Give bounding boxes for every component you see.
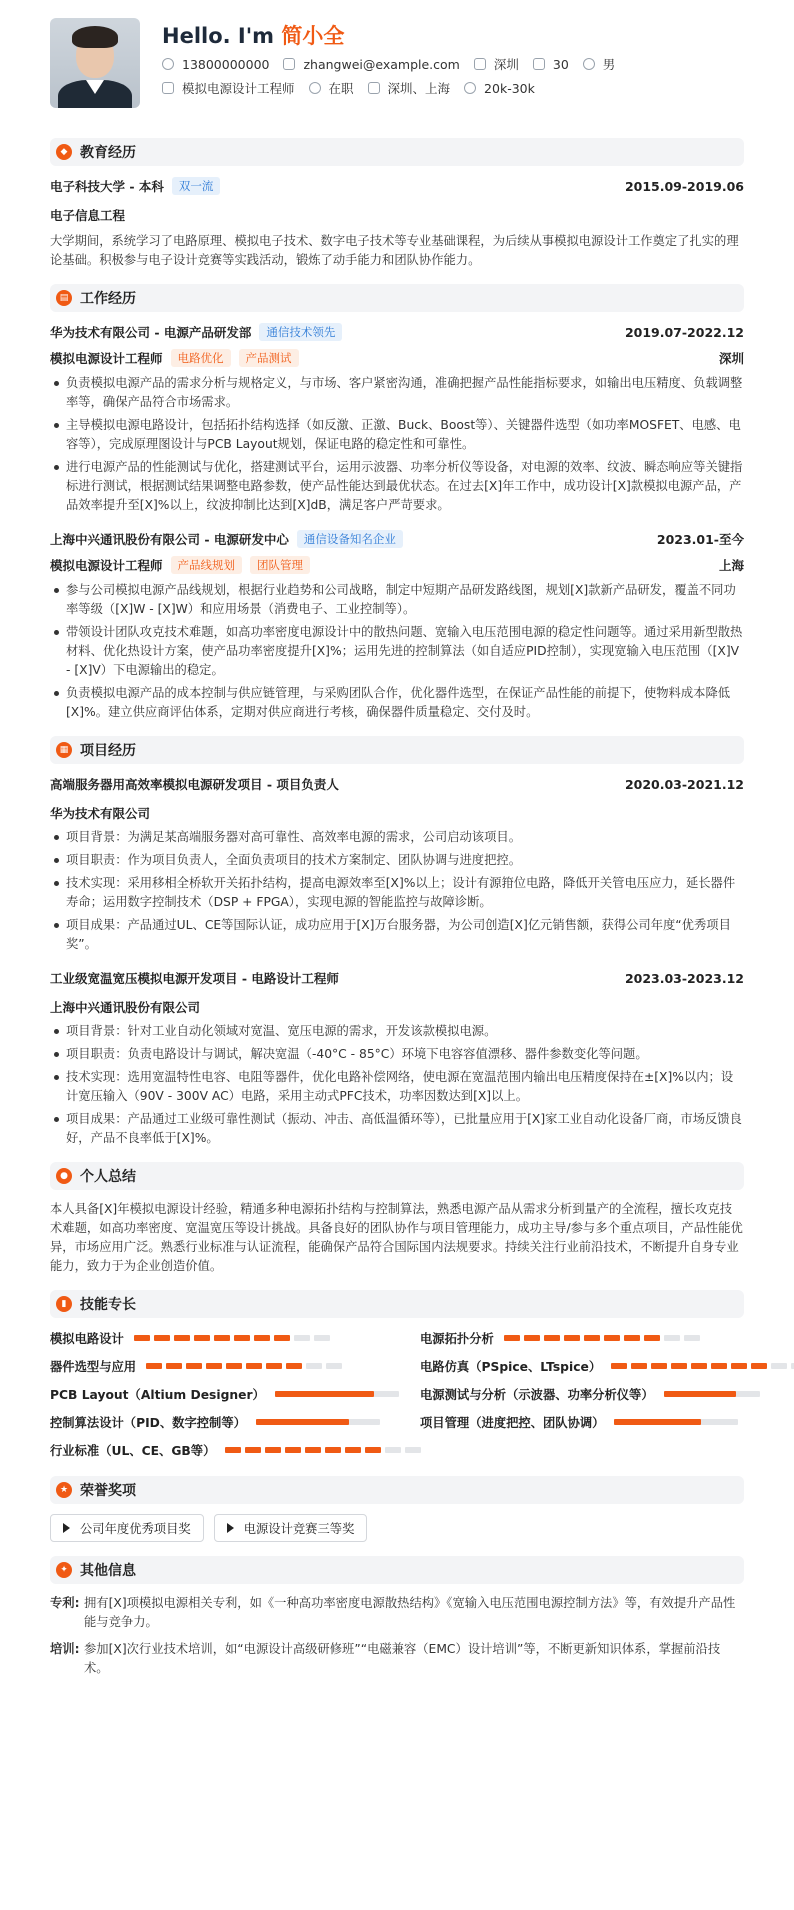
skill-segment [691,1363,707,1369]
bullet-item: 项目背景：针对工业自动化领域对宽温、宽压电源的需求，开发该款模拟电源。 [50,1022,744,1041]
work-date: 2019.07-2022.12 [624,324,744,340]
other-key: 培训: [50,1642,80,1656]
skill-segment [166,1363,182,1369]
skill-level-bar [664,1391,760,1397]
skill-segment [325,1447,341,1453]
skill-segment [285,1447,301,1453]
other-row [50,1594,744,1632]
skill-segment [564,1335,580,1341]
skill-segment [186,1363,202,1369]
project-company: 华为技术有限公司 [50,806,151,821]
medal-icon: ★ [56,1482,72,1498]
award-label: 公司年度优秀项目奖 [80,1522,191,1536]
skill-level-bar [275,1391,399,1397]
bullet-item: 参与公司模拟电源产品线规划，根据行业趋势和公司战略，制定中短期产品研发路线图，规划[X]款新产品研发，覆盖不同功率等级（[X]W - [X]W）和应用场景（消费电子、工业控制等）。 [50,581,744,619]
status-icon [309,82,321,94]
skill-segment [731,1363,747,1369]
skill-name: 器件选型与应用 [50,1360,137,1374]
skill-segment [174,1335,190,1341]
section-title: 技能专长 [80,1297,136,1313]
bullet-item: 项目职责：作为项目负责人，全面负责项目的技术方案制定、团队协调与进度把控。 [50,851,744,870]
project-company: 上海中兴通讯股份有限公司 [50,1000,201,1015]
position: 模拟电源设计工程师 [50,558,163,573]
section-header [50,736,744,764]
skill-segment [134,1335,150,1341]
salary-icon [464,82,476,94]
salary: 20k-30k [484,80,535,96]
skill-level-fill [275,1391,374,1397]
skill-segment [385,1447,401,1453]
project-item [50,968,744,1148]
section-title: 项目经历 [80,743,136,759]
target-city: 深圳、上海 [387,81,451,96]
skill-name: 电源测试与分析（示波器、功率分析仪等） [420,1388,654,1402]
company-name: 上海中兴通讯股份有限公司 - 电源研发中心 [50,532,289,547]
skill-item [50,1352,420,1380]
skill-tag: 产品测试 [239,349,299,367]
school-tag: 双一流 [172,177,221,195]
skill-segment [254,1335,270,1341]
summary-text: 本人具备[X]年模拟电源设计经验，精通多种电源拓扑结构与控制算法，熟悉电源产品从需求分析到量产的全流程，擅长攻克技术难题，如高功率密度、宽温宽压等设计挑战。具备良好的团队协作与项目管理能力，成功主导/参与多个重点项目，产品性能优异，市场应用广泛。熟悉行业标准与认证流程，能确保产品符合国际国内法规要求。持续关注行业前沿技术，不断提升自身专业能力，致力于为企业创造价值。 [50,1202,743,1273]
project-item [50,774,744,954]
skill-segment [671,1363,687,1369]
award-item [50,1514,204,1542]
skill-level-fill [256,1419,349,1425]
education-date: 2015.09-2019.06 [624,178,744,194]
skill-segment [345,1447,361,1453]
position: 模拟电源设计工程师 [50,351,163,366]
play-icon [227,1523,234,1533]
skill-level-bar [614,1419,738,1425]
skill-segment [225,1447,241,1453]
skills-section [50,1290,744,1464]
skill-level-fill [664,1391,736,1397]
skill-segment [604,1335,620,1341]
project-name: 工业级宽温宽压模拟电源开发项目 - 电路设计工程师 [50,971,339,986]
skill-tag: 团队管理 [250,556,310,574]
briefcase-icon [162,82,174,94]
education-description: 大学期间，系统学习了电路原理、模拟电子技术、数字电子技术等专业基础课程，为后续从事模拟电源设计工作奠定了扎实的理论基础。积极参与电子设计竞赛等实践活动，锻炼了动手能力和团队协作能力。 [50,234,739,267]
skill-segment [584,1335,600,1341]
city: 深圳 [493,57,519,72]
bullet-item: 项目成果：产品通过工业级可靠性测试（振动、冲击、高低温循环等），已批量应用于[X]家工业自动化设备厂商，市场反馈良好，产品不良率低于[X]%。 [50,1110,744,1148]
skill-segment [154,1335,170,1341]
bullet-item: 技术实现：选用宽温特性电容、电阻等器件，优化电路补偿网络，使电源在宽温范围内输出电压精度保持在±[X]%以内；设计宽压输入（90V - 300V AC）电路，采用主动式PFC技术，功率因数达到[X]以上。 [50,1068,744,1106]
skill-item [50,1408,420,1436]
section-header [50,1162,744,1190]
skill-segment [405,1447,421,1453]
other-section [50,1556,744,1678]
person-icon: ● [56,1168,72,1184]
phone: 13800000000 [182,56,270,72]
skill-segment [194,1335,210,1341]
section-title: 工作经历 [80,291,136,307]
skill-segment [751,1363,767,1369]
skill-segment [611,1363,627,1369]
bullet-item: 项目成果：产品通过UL、CE等国际认证，成功应用于[X]万台服务器，为公司创造[X]亿元销售额，获得公司年度“优秀项目奖”。 [50,916,744,954]
section-title: 个人总结 [80,1169,136,1185]
major: 电子信息工程 [50,208,126,223]
age: 30 [552,56,569,72]
mail-icon [283,58,295,70]
project-date: 2020.03-2021.12 [624,776,744,792]
skill-segment [234,1335,250,1341]
skill-tag: 产品线规划 [171,556,243,574]
skill-segment [326,1363,342,1369]
gender: 男 [602,57,616,72]
section-title: 教育经历 [80,145,136,161]
phone-icon [162,58,174,70]
bullet-item: 负责模拟电源产品的需求分析与规格定义，与市场、客户紧密沟通，准确把握产品性能指标要求，如输出电压精度、负载调整率等，确保产品符合市场需求。 [50,374,744,412]
skill-item [50,1436,420,1464]
bullet-list [50,374,744,515]
section-header [50,1290,744,1318]
company-tag: 通信设备知名企业 [297,530,403,548]
education-section [50,138,744,270]
project-date: 2023.03-2023.12 [624,970,744,986]
section-header [50,138,744,166]
chart-icon: ▮ [56,1296,72,1312]
bullet-item: 负责模拟电源产品的成本控制与供应链管理，与采购团队合作，优化器件选型，在保证产品性能的前提下，使物料成本降低[X]%。建立供应商评估体系，定期对供应商进行考核，确保器件质量稳定、交付及时。 [50,684,744,722]
work-location: 深圳 [718,351,744,366]
work-section [50,284,744,722]
school-name: 电子科技大学 - 本科 [50,179,164,194]
bullet-item: 进行电源产品的性能测试与优化，搭建测试平台，运用示波器、功率分析仪等设备，对电源的效率、纹波、瞬态响应等关键指标进行测试，根据测试结果调整电路参数，使产品性能达到最优状态。在过去[X]年工作中，成功设计[X]款模拟电源产品，产品效率提升至[X]%以上，纹波抑制比达到[X]dB，满足客户严苛要求。 [50,458,744,515]
award-item [214,1514,368,1542]
skill-name: 电源拓扑分析 [420,1332,494,1346]
other-row [50,1640,744,1678]
section-header [50,1476,744,1504]
skill-segment [265,1447,281,1453]
skill-segment [365,1447,381,1453]
bullet-list [50,581,744,722]
skill-item [50,1380,420,1408]
section-title: 荣誉奖项 [80,1483,136,1499]
bullet-item: 主导模拟电源电路设计，包括拓扑结构选择（如反激、正激、Buck、Boost等）、关键器件选型（如功率MOSFET、电感、电容等），完成原理图设计与PCB Layout规划，保证电路的稳定性和可靠性。 [50,416,744,454]
skill-level-bar [256,1419,380,1425]
project-name: 高端服务器用高效率模拟电源研发项目 - 项目负责人 [50,777,339,792]
building-icon [368,82,380,94]
graduation-cap-icon: ◆ [56,144,72,160]
skill-level-segments [146,1363,346,1369]
bullet-item: 项目职责：负责电路设计与调试，解决宽温（-40°C - 85°C）环境下电容容值漂移、器件参数变化等问题。 [50,1045,744,1064]
skill-segment [524,1335,540,1341]
bullet-list [50,1022,744,1148]
skill-name: 控制算法设计（PID、数字控制等） [50,1416,246,1430]
skill-segment [504,1335,520,1341]
skill-segment [274,1335,290,1341]
bullet-item: 带领设计团队攻克技术难题，如高功率密度电源设计中的散热问题、宽输入电压范围电源的稳定性问题等。通过采用新型散热材料、优化热设计方案，使产品功率密度提升[X]%；运用先进的控制算法（如自适应PID控制），实现宽输入电压范围（[X]V - [X]V）下电源输出的稳定。 [50,623,744,680]
skill-segment [286,1363,302,1369]
award-label: 电源设计竞赛三等奖 [243,1522,355,1536]
skill-name: 项目管理（进度把控、团队协调） [420,1416,605,1430]
skill-segment [294,1335,310,1341]
other-value: 拥有[X]项模拟电源相关专利，如《一种高功率密度电源散热结构》《宽输入电压范围电源控制方法》等，有效提升产品性能与竞争力。 [84,1596,736,1629]
bullet-item: 技术实现：采用移相全桥软开关拓扑结构，提高电源效率至[X]%以上；设计有源箝位电路，降低开关管电压应力，延长器件寿命；运用数字控制技术（DSP + FPGA），实现电源的智能监控与故障诊断。 [50,874,744,912]
grid-icon: ▦ [56,742,72,758]
skill-name: 行业标准（UL、CE、GB等） [50,1444,216,1458]
project-section [50,736,744,1148]
skill-segment [305,1447,321,1453]
greeting-prefix: Hello. I'm [162,24,275,48]
email: zhangwei@example.com [303,56,460,72]
skill-segment [631,1363,647,1369]
info-icon: ✦ [56,1562,72,1578]
section-title: 其他信息 [80,1563,136,1579]
job-title: 模拟电源设计工程师 [182,81,295,96]
skill-segment [306,1363,322,1369]
skill-item [50,1324,420,1352]
skill-level-segments [611,1363,794,1369]
skill-segment [206,1363,222,1369]
skills-grid [50,1324,744,1464]
awards-section [50,1476,744,1542]
work-location: 上海 [718,558,744,573]
home-icon [474,58,486,70]
job-status: 在职 [328,81,354,96]
summary-section [50,1162,744,1276]
company-tag: 通信技术领先 [259,323,342,341]
header-info [162,18,629,100]
skill-segment [711,1363,727,1369]
other-key: 专利: [50,1596,80,1610]
skill-segment [246,1363,262,1369]
section-header [50,1556,744,1584]
skill-segment [146,1363,162,1369]
skill-segment [245,1447,261,1453]
skill-segment [624,1335,640,1341]
skill-level-segments [225,1447,425,1453]
skill-item [420,1380,760,1408]
skill-name: 电路仿真（PSpice、LTspice） [420,1360,602,1374]
candidate-name: 简小全 [281,24,345,48]
contact-row [162,52,629,76]
skill-segment [644,1335,660,1341]
other-value: 参加[X]次行业技术培训，如“电源设计高级研修班”“电磁兼容（EMC）设计培训”等，不断更新知识体系，掌握前沿技术。 [84,1642,721,1675]
skill-tag: 电路优化 [171,349,231,367]
skill-name: 模拟电路设计 [50,1332,124,1346]
gender-icon [583,58,595,70]
play-icon [63,1523,70,1533]
company-name: 华为技术有限公司 - 电源产品研发部 [50,325,252,340]
resume-header [50,18,744,130]
cake-icon [533,58,545,70]
skill-level-segments [134,1335,334,1341]
skill-segment [544,1335,560,1341]
award-list [50,1514,744,1542]
skill-segment [314,1335,330,1341]
skill-segment [266,1363,282,1369]
greeting [162,20,629,52]
bullet-item: 项目背景：为满足某高端服务器对高可靠性、高效率电源的需求，公司启动该项目。 [50,828,744,847]
avatar [50,18,140,108]
skill-segment [684,1335,700,1341]
section-header [50,284,744,312]
work-item [50,529,744,722]
skill-segment [226,1363,242,1369]
skill-item [420,1324,760,1352]
skill-segment [651,1363,667,1369]
work-item [50,322,744,515]
skill-item [420,1352,760,1380]
skill-level-fill [614,1419,701,1425]
briefcase-icon: ▤ [56,290,72,306]
bullet-list [50,828,744,954]
skill-segment [214,1335,230,1341]
skill-segment [664,1335,680,1341]
skill-name: PCB Layout（Altium Designer） [50,1388,265,1402]
skill-item [420,1408,760,1436]
job-intent-row [162,76,629,100]
skill-level-segments [504,1335,704,1341]
work-date: 2023.01-至今 [656,532,744,547]
skill-segment [771,1363,787,1369]
